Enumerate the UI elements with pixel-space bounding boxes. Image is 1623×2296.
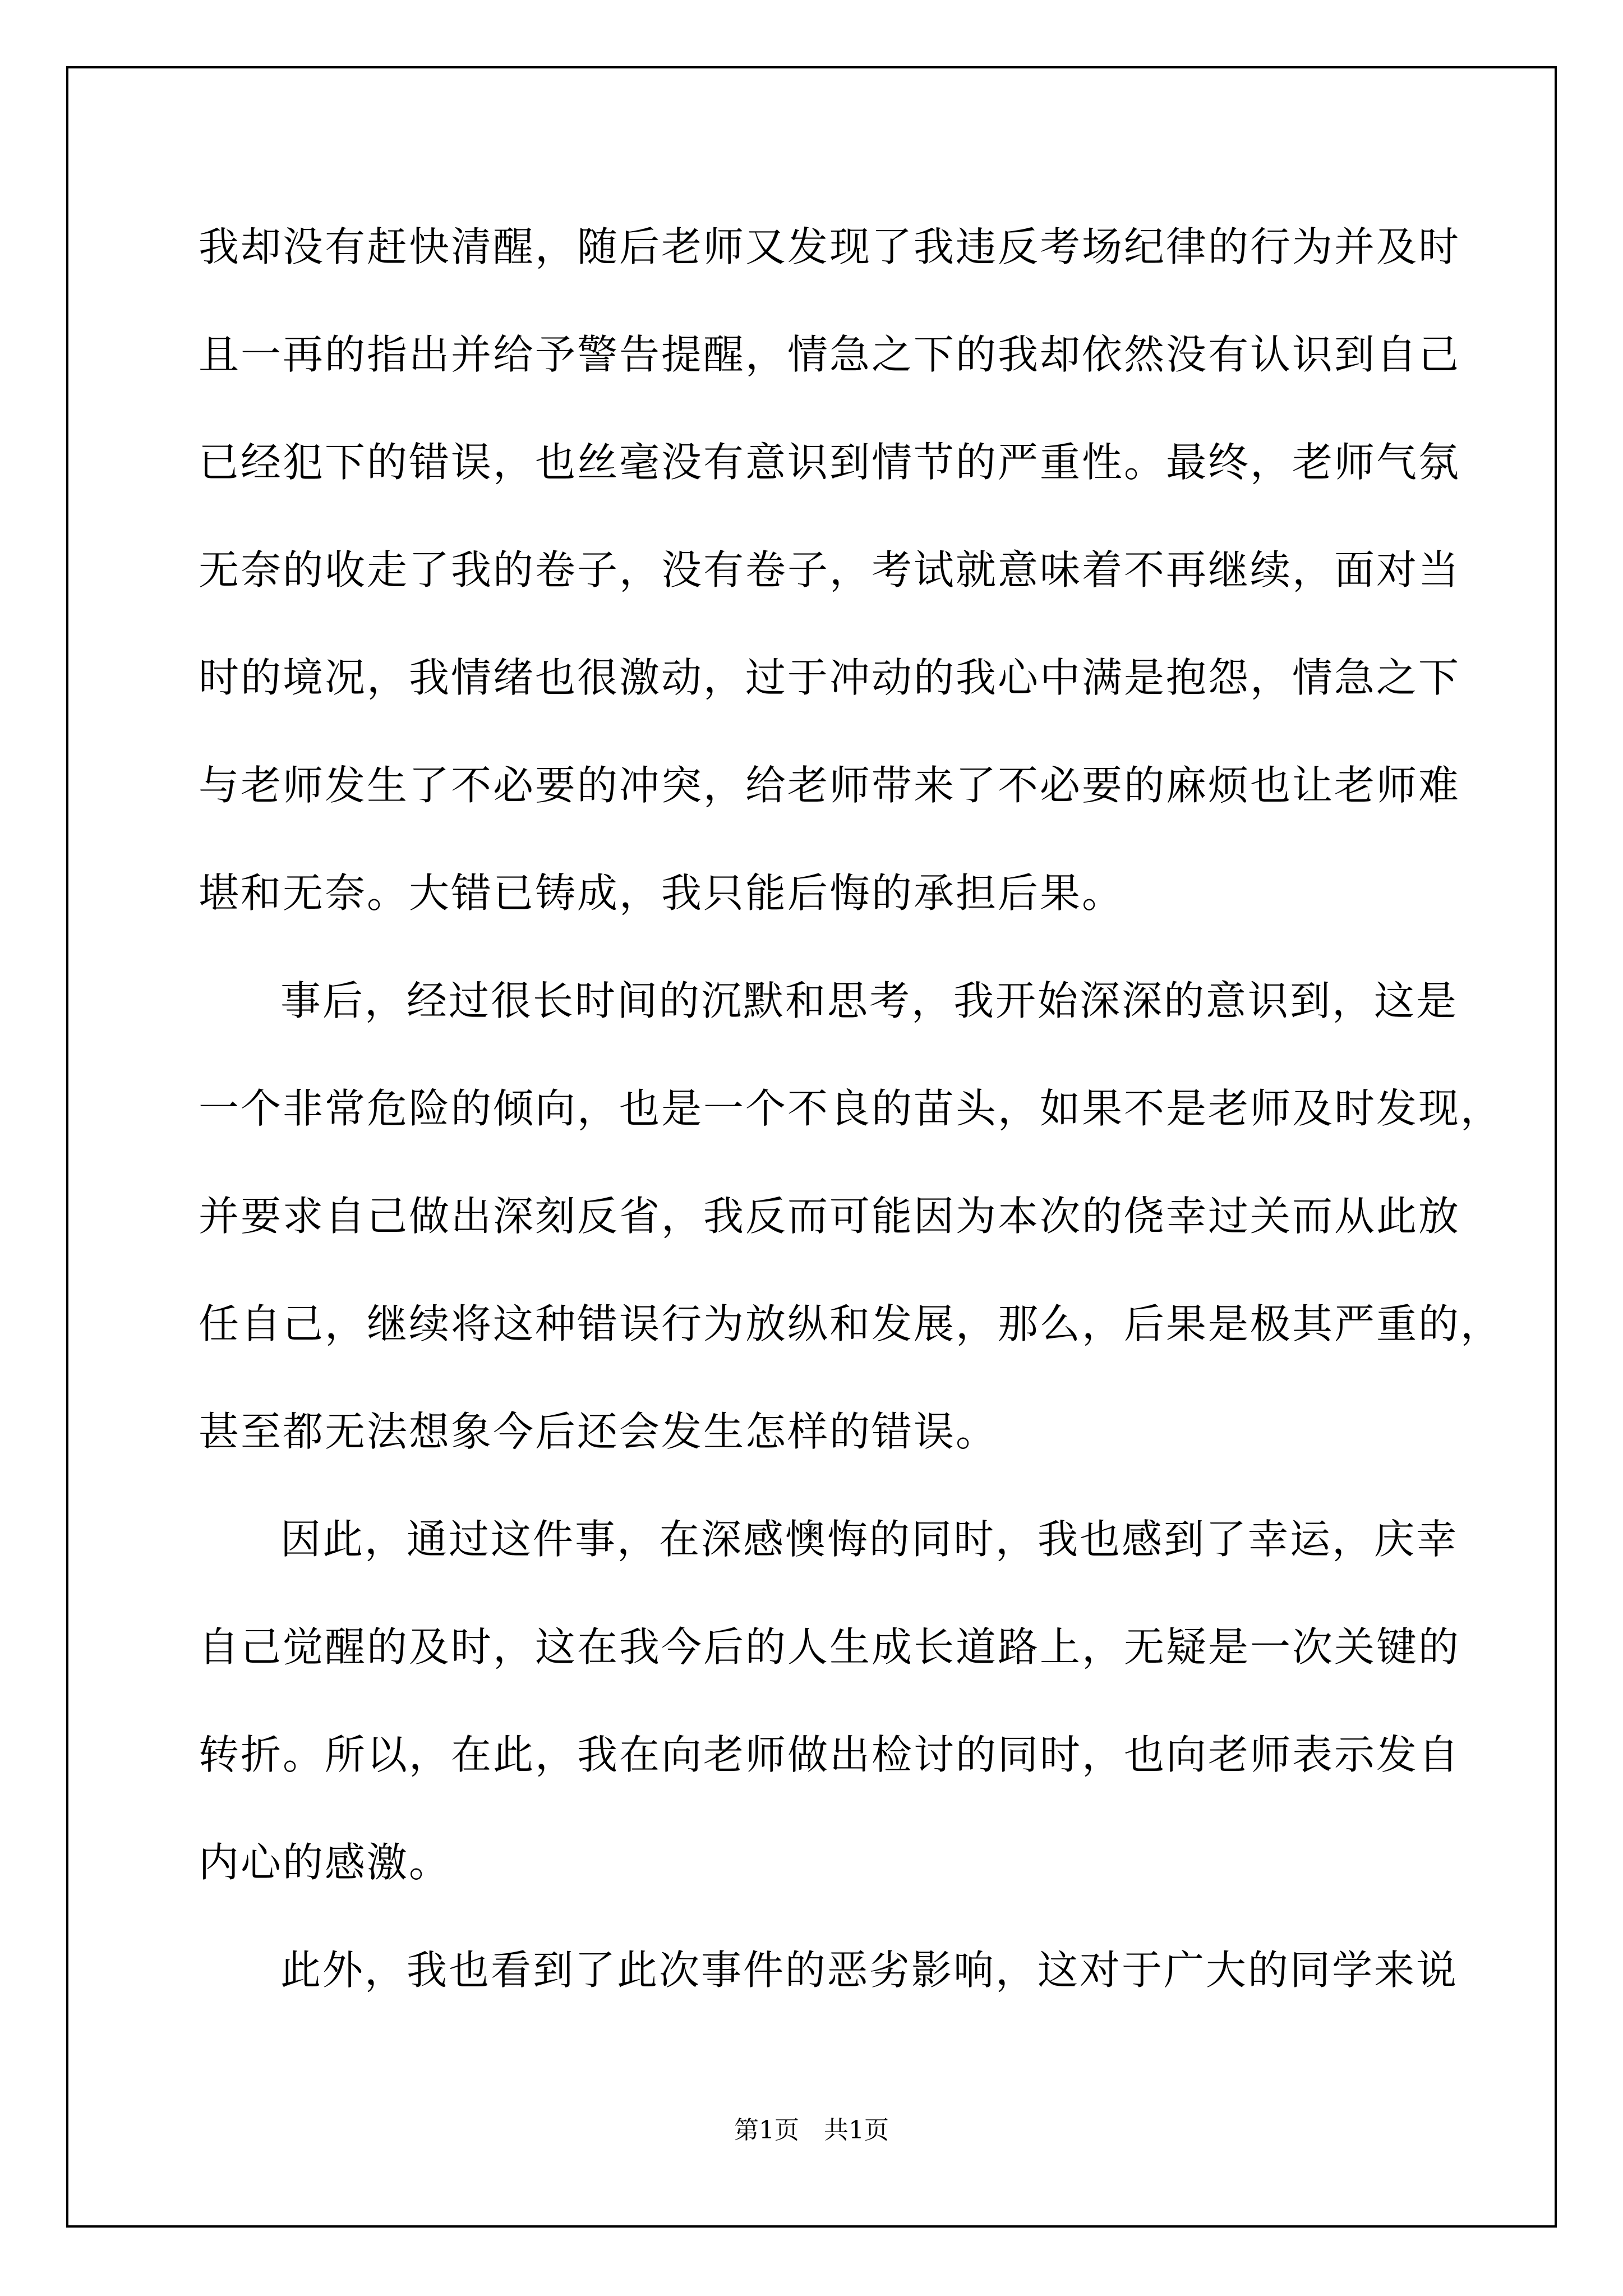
text-line: 一个非常危险的倾向，也是一个不良的苗头，如果不是老师及时发现， [199, 1085, 1503, 1132]
page-border [66, 66, 1557, 2228]
text-line: 我却没有赶快清醒，随后老师又发现了我违反考场纪律的行为并及时 [199, 223, 1461, 270]
text-line: 甚至都无法想象今后还会发生怎样的错误。 [199, 1408, 998, 1455]
paragraph-first-line: 因此，通过这件事，在深感懊悔的同时，我也感到了幸运，庆幸 [280, 1516, 1459, 1563]
text-line: 与老师发生了不必要的冲突，给老师带来了不必要的麻烦也让老师难 [199, 762, 1461, 809]
text-line: 转折。所以，在此，我在向老师做出检讨的同时，也向老师表示发自 [199, 1731, 1461, 1778]
text-line: 自己觉醒的及时，这在我今后的人生成长道路上，无疑是一次关键的 [199, 1623, 1461, 1671]
text-line: 堪和无奈。大错已铸成，我只能后悔的承担后果。 [199, 869, 1124, 917]
text-line: 且一再的指出并给予警告提醒，情急之下的我却依然没有认识到自己 [199, 331, 1461, 378]
text-line: 已经犯下的错误，也丝毫没有意识到情节的严重性。最终，老师气氛 [199, 439, 1461, 486]
page-number-footer: 第1页 共1页 [734, 2116, 889, 2145]
paragraph-first-line: 事后，经过很长时间的沉默和思考，我开始深深的意识到，这是 [280, 977, 1459, 1024]
text-line: 并要求自己做出深刻反省，我反而可能因为本次的侥幸过关而从此放 [199, 1193, 1461, 1240]
paragraph-first-line: 此外，我也看到了此次事件的恶劣影响，这对于广大的同学来说 [280, 1947, 1459, 1994]
text-line: 无奈的收走了我的卷子，没有卷子，考试就意味着不再继续，面对当 [199, 546, 1461, 593]
text-line: 任自己，继续将这种错误行为放纵和发展，那么，后果是极其严重的， [199, 1300, 1503, 1347]
text-line: 时的境况，我情绪也很激动，过于冲动的我心中满是抱怨，情急之下 [199, 654, 1461, 701]
text-line: 内心的感激。 [199, 1839, 451, 1886]
